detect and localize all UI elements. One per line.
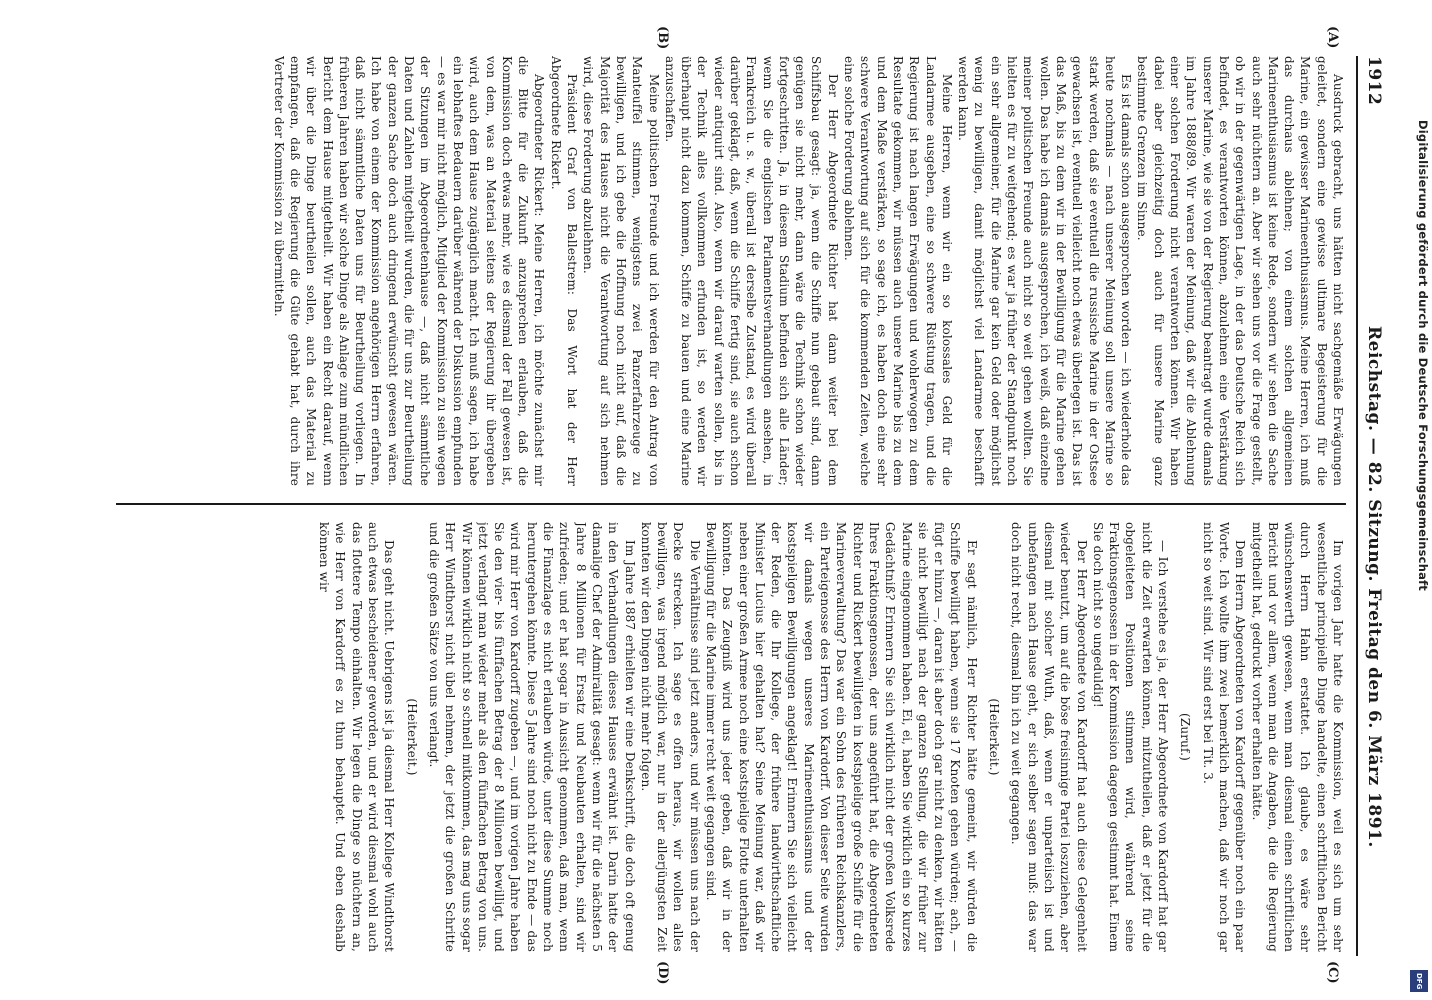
interjection: (Heiterkeit.) — [404, 698, 419, 776]
paragraph: Das geht nicht. Uebrigens ist ja diesmal Herr Kollege Windthorst auch etwas bescheidener geworden, und er wird diesmal wohl auch das flottere Tempo einhalten. Wir legen die Dinge so nüchtern an, wie Herr von Kardorff es zu thun behauptet. Und eben deshalb können wir — [317, 522, 397, 952]
left-column — [96, 56, 1346, 486]
right-column — [96, 522, 1346, 952]
paragraph: Er sagt nämlich, Herr Richter hätte gemeint, wir würden die Schiffe bewilligt haben, wenn sie 17 Knoten gehen würden; ach, — fügt er hinzu —, daran ist aber doch gar nicht zu denken, wir hätten sie nicht bewilligt nach der ganzen Stellung, die wir früher zur Marine eingenommen haben. Ei, ei, haben Sie wirklich ein so kurzes Gedächtniß? Erinnern Sie sich wirklich nicht der großen Volksrede Ihres Fraktionsgenossen, der uns angeführt hat, die Abgeordneten Richter und Rickert bewilligten in kostspielige große Schiffe für die Marineverwaltung? Das war ein Sohn des früheren Reichskanzlers, ein Parteigenosse des Herrn von Kardorff. Von dieser Seite wurden wir damals wegen unseres Marineenthusiasmus und der kostspieligen Bewilligungen angeklagt! Erinnern Sie sich vielleicht der Reden, die Ihr Kollege, der frühere landwirthschaftliche Minister Lucius hier gehalten hat? Seine Meinung war, daß wir neben einer großen Armee noch eine kostspielige Flotte unterhalten könnten. Das Zeugniß wird uns jeder geben, daß wir in der Bewilligung für die Marine immer recht weit gegangen sind. — [704, 522, 979, 952]
margin-mark-c: (C) — [1325, 961, 1340, 984]
dfg-logo-icon: DFG — [1410, 970, 1428, 992]
page-header — [1360, 56, 1390, 956]
paragraph: Der Herr Abgeordnete von Kardorff hat auch diese Gelegenheit wieder benutzt, um auf die böse freisinnige Partei loszuziehen, aber diesmal mit solcher Wuth, daß, wenn er unparteiisch ist und unbefangen nach Hause geht, er sich selber sagen muß: das war doch nicht recht, diesmal bin ich zu weit gegangen. — [1009, 522, 1089, 952]
header-rule — [1356, 56, 1358, 956]
paragraph: Meine politischen Freunde und ich werden für den Antrag von Manteuffel stimmen, wenigstens zwei Panzerfahrzeuge zu bewilligen, und ich gebe die Hoffnung noch nicht auf, daß die Majorität des Hauses nicht die Verantwortung auf sich nehmen wird, diese Forderung abzulehnen. — [581, 56, 661, 486]
interjection: (Heiterkeit.) — [987, 698, 1002, 776]
digitization-sidebar — [1406, 120, 1432, 1000]
digitization-credit: Digitalisierung gefördert durch die Deutsche Forschungsgemeinschaft — [1416, 120, 1430, 591]
page-number: 1912 — [1364, 56, 1384, 106]
margin-mark-a: (A) — [1325, 26, 1340, 49]
margin-mark-b: (B) — [655, 26, 670, 50]
interjection: (Zuruf.) — [1178, 713, 1193, 761]
paragraph: Im vorigen Jahr hatte die Kommission, weil es sich um sehr wesentliche principielle Dinge handelte, einen schriftlichen Bericht durch Herrn Hahn erstattet. Ich glaube, es wäre sehr wünschenswerth gewesen, wenn man diesmal einen schriftlichen Bericht und vor allem, wenn man die Angaben, die die Regierung mitgetheilt hat, gedruckt vorher erhalten hätte. — [1249, 522, 1345, 952]
paragraph: Meine Herren, wenn wir ein so kolossales Geld für die Landarmee ausgeben, eine so schwere Rüstung tragen, und die Regierung ist nach langen Erwägungen und wohlerwogen zu dem Resultate gekommen, wir müssen auch unsere Marine bis zu dem und dem Maße verstärken, so sage ich, es haben doch eine sehr schwere Verantwortung auf sich für die kommenden Zeiten, welche eine solche Forderung ablehnen. — [842, 56, 954, 486]
paragraph: Ausdruck gebracht, uns hätten nicht sachgemäße Erwägungen geleitet, sondern eine gewisse ultimare Begeisterung für die Marine, ein gewisser Marineenthusiasmus. Meine Herren, ich muß das durchaus ablehnen; von einem solchen allgemeinen Marineenthusiasmus ist keine Rede, sondern wir sehen die Sache auch sehr nüchtern an. Aber wir sehen uns vor die Frage gestellt, ob wir in der gegenwärtigen Lage, in der das Deutsche Reich sich befindet, es verantworten können, abzulehnen eine Verstärkung unserer Marine, wie sie von der Regierung beantragt wurde damals im Jahre 1888/89. Wir waren der Meinung, daß wir die Ablehnung einer solchen Forderung nicht verantworten können. Wir haben dabei aber gleichzeitig doch auch für unsere Marine ganz bestimmte Grenzen im Sinne. — [1135, 56, 1345, 486]
paragraph: Dem Herrn Abgeordneten von Kardorff gegenüber noch ein paar Worte. Ich wollte ihm zwei bemerklich machen, daß wir noch gar nicht so weit sind. Wir sind erst bei Tit. 3. — [1200, 522, 1248, 952]
column-divider — [116, 503, 1346, 505]
paragraph: — Ich verstehe es ja, der Herr Abgeordnete von Kardorff hat gar nicht die Zeit erwarten können, mitzutheilen, daß er jetzt für die obgeleiteten Positionen stimmen wird, während seine Fraktionsgenossen in der Kommission dagegen gestimmt hat. Einem Sie doch nicht so ungeduldig! — [1090, 522, 1171, 952]
paragraph: Es ist damals schon ausgesprochen worden — ich wiederhole das heute nochmals — nach unserer Meinung soll unsere Marine so stark werden, daß sie eventuell die russische Marine in der Ostsee gewachsen ist, eventuell vielleicht noch etwas überlegen ist. Das ist das Maß, bis zu dem wir in der Bewilligung für die Marine gehen wollen. Das habe ich damals ausgesprochen, ich weiß, daß einzelne meiner politischen Freunde auch nicht so weit gehen wollten. Sie hielten es für zu weitgehend; es war ja früher der Standpunkt noch ein sehr allgemeiner, für die Marine gar kein Geld oder möglichst wenig zu bewilligen, damit möglichst viel Landarmee beschafft werden kann. — [956, 56, 1134, 486]
margin-mark-d: (D) — [655, 961, 670, 985]
paragraph: Im Jahre 1887 erhielten wir eine Denkschrift, die doch oft genug in den Verhandlungen dieses Hauses erwähnt ist. Darin hatte der damalige Chef der Admiralität gesagt: wenn wir für die nächsten 5 Jahre 8 Millionen für Ersatz und Neubauten erhalten, sind wir zufrieden; und er hat sogar in Aussicht genommen, daß man, wenn die Finanzlage es nicht erlauben würde, unter diese Summe noch heruntergehen könnte. Diese 5 Jahre sind noch nicht zu Ende — das wird mir Herr von Kardorff zugeben —, und im vorigen Jahre haben Sie den vier- bis fünffachen Betrag der 8 Millionen bewilligt, und jetzt verlangt man wieder mehr als den fünffachen Betrag von uns. Wir können wirklich nicht so schnell mitkommen, das mag uns sogar Herr Windthorst nicht übel nehmen, der jetzt die großen Schritte und die großen Sätze von uns verlangt. — [426, 522, 637, 952]
paragraph: Der Herr Abgeordnete Richter hat dann weiter bei dem Schiffsbau gesagt: ja, wenn die Schiffe nun gebaut sind, dann genügen sie nicht mehr, dann wäre die Technik schon wieder fortgeschritten. Ja, in diesem Stadium befinden sich alle Länder; wenn Sie die englischen Parlamentsverhandlungen ansehen, in Frankreich u. s. w., überall ist derselbe Zustand, es wird überall darüber geklagt, daß, wenn die Schiffe fertig sind, sie auch schon wieder antiquirt sind. Also, wenn wir darauf warten sollen, bis in der Technik alles vollkommen erfunden ist, so werden wir überhaupt nicht dazu kommen, Schiffe zu bauen und eine Marine anzuschaffen. — [662, 56, 840, 486]
speaker-paragraph: Abgeordneter Rickert: Meine Herren, ich möchte zunächst mir die Bitte für die Zukunft anzusprechen erlauben, daß die Kommission doch etwas mehr, wie es diesmal der Fall gewesen ist, von dem, was an Material seitens der Regierung ihr übergeben wird, auch dem Hause zugänglich macht. Ich muß sagen, ich habe ein lebhaftes Bedauern darüber während der Diskussion empfunden — es war mir nicht möglich, Mitglied der Kommission zu sein wegen der Sitzungen im Abgeordnetenhause —, daß nicht sämmtliche Daten und Zahlen mitgetheilt wurden, die für uns zur Beurtheilung der ganzen Sache doch auch dringend erwünscht gewesen wären. Ich habe von einem der Kommission angehörigen Herrn erfahren, daß nicht sämmtliche Daten uns für Beurtheilung vorliegen. In früheren Jahren haben wir solche Dinge als Anlage zum mündlichen Bericht dem Hause mitgetheilt. Wir haben ein Recht darauf, wenn wir über die Dinge beurtheilen sollen, auch das Material zu empfangen, daß die Regierung die Güte gehabt hat, durch ihre Vertreter der Kommission zu übermitteln. — [271, 56, 547, 486]
speaker-paragraph: Präsident Graf von Ballestrem: Das Wort hat der Herr Abgeordnete Rickert. — [548, 56, 580, 486]
rotated-page — [95, 26, 1390, 985]
running-head: Reichstag. — 82. Sitzung. Freitag den 6. März 1891. — [1364, 326, 1384, 848]
paragraph: Die Verhältnisse sind jetzt anders, und wir müssen uns nach der Decke strecken. Ich sage es offen heraus, wir wollen alles bewilligen, was irgend möglich war, nur in der allerjüngsten Zeit konnten wir den Dingen nicht mehr folgen. — [638, 522, 702, 952]
